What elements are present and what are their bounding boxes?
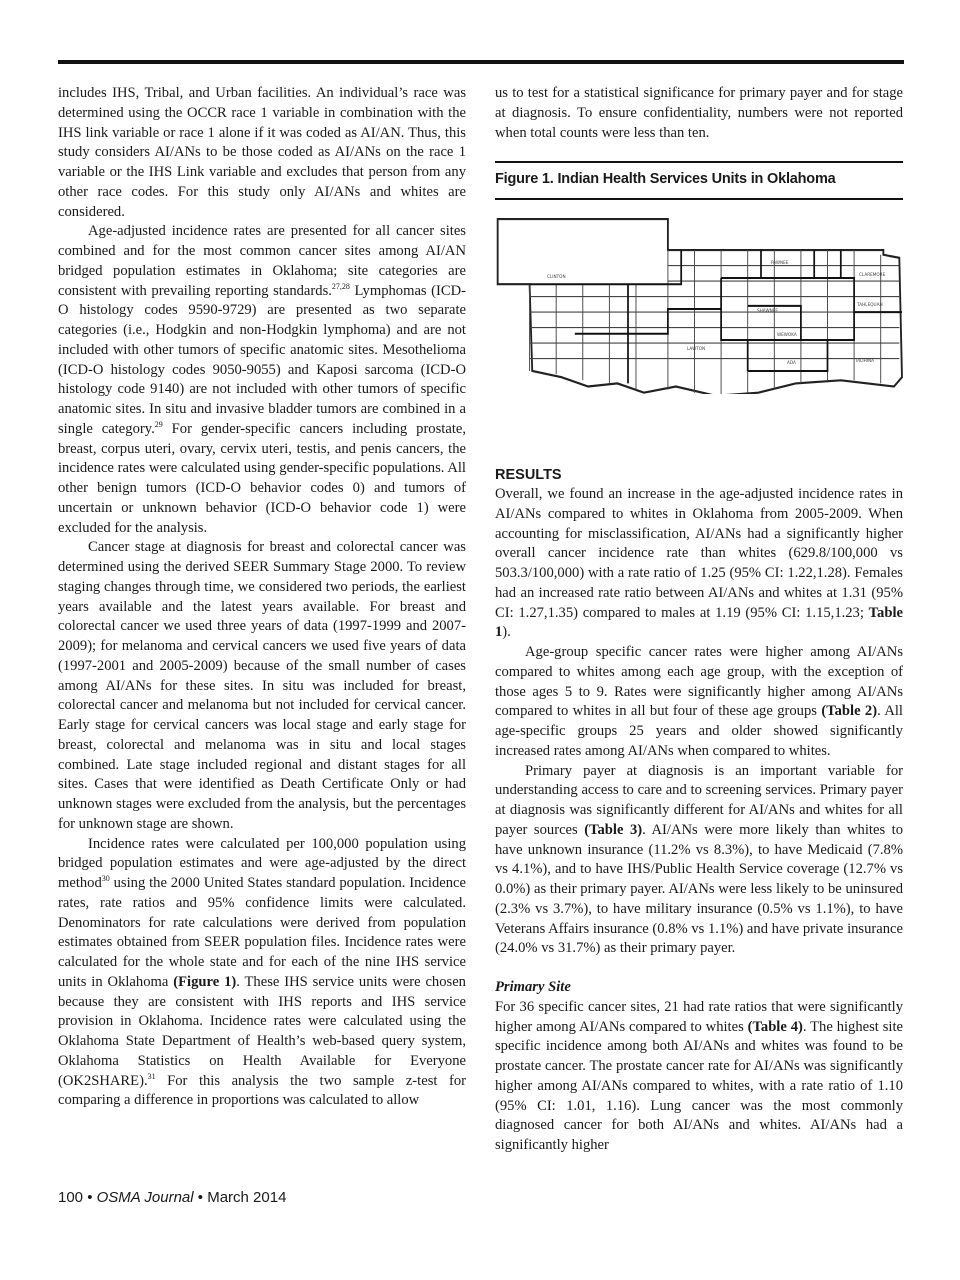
text: . The highest site specific incidence among both AI/ANs and whites was found to be prostate cancer. The prostate cancer rate for AI/ANs was significantly higher among AI/ANs compared to whites, with a rate ratio of 1.10 (95% CI: 1.01, 1.16). Lung cancer was the most commonly diagnosed cancer for both AI/ANs and whites. AI/ANs had a significantly higher: [495, 1018, 903, 1153]
text: Lymphomas (ICD-O histology codes 9590-9729) are presented as two separate categories (i.e., Hodgkin and non-Hodgkin lymphoma) and are not included with other tumors of specific anatomic sites. Mesothelioma (ICD-O histology codes 9050-9055) and Kaposi sarcoma (ICD-O histology code 9140) are not included with other tumors of specific anatomic sites. In situ and invasive bladder tumors are combined in a single category.: [58, 282, 466, 437]
table-reference: (Table 4): [747, 1018, 803, 1035]
paragraph-primary-site: [495, 998, 903, 1156]
table-reference: (Table 3): [584, 821, 643, 838]
text: . These IHS service units were chosen because they are consistent with IHS reports and IHS service provision in Oklahoma. Incidence rates were calculated using the Oklahoma State Department of Health’s web-based query system, Oklahoma Statistics on Health Available for Everyone (OK2SHARE).: [58, 973, 466, 1089]
paragraph-z-test: [495, 84, 903, 143]
page-number: 100: [58, 1189, 84, 1206]
citation: 29: [154, 419, 163, 429]
text: Age-adjusted incidence rates are presented for all cancer sites combined and for the most common cancer sites among AI/AN bridged population estimates in Oklahoma; site categories are consistent with prevailing reporting standards.: [58, 223, 466, 299]
paragraph-cancer-stage: [58, 538, 466, 834]
paragraph-primary-payer: [495, 762, 903, 960]
journal-name: OSMA Journal: [96, 1189, 194, 1206]
label-pawnee: PAWNEE: [771, 260, 789, 265]
paragraph-overall-results: [495, 485, 903, 643]
separator: •: [193, 1189, 208, 1206]
label-ada: ADA: [787, 360, 796, 365]
state-outline: [498, 219, 902, 394]
label-lawton: LAWTON: [687, 346, 706, 351]
separator: •: [83, 1189, 97, 1206]
text: For this analysis the two sample z-test for comparing a difference in proportions was calculated to allow: [58, 1072, 466, 1109]
left-column: [58, 84, 466, 1111]
primary-site-subheading: Primary Site: [495, 979, 571, 995]
text: . AI/ANs were more likely than whites to have unknown insurance (11.2% vs 8.3%), to have Medicaid (7.8% vs 4.1%), and to have IHS/Public Health Service coverage (12.7% vs 0.0%) as their primary payer. AI/ANs were less likely to be uninsured (2.3% vs 3.7%), to have military insurance (0.5% vs 1.1%), to have Veterans Affairs insurance (0.8% vs 1.1%) and have private insurance (24.0% vs 31.7%) as their primary payer.: [495, 821, 903, 957]
table-reference: Table 1: [495, 604, 903, 641]
label-wewoka: WEWOKA: [777, 332, 797, 337]
figure-top-rule: [495, 161, 903, 163]
text: Primary payer at diagnosis is an important variable for understanding access to care and to screening services. Primary payer at diagnosis was significantly different for AI/ANs and whites for all payer sources: [495, 762, 903, 838]
paragraph-age-adjusted: [58, 222, 466, 538]
figure-title: Figure 1. Indian Health Services Units in Oklahoma: [495, 171, 836, 188]
issue-date: March 2014: [207, 1189, 287, 1206]
page-footer: [58, 1189, 286, 1206]
text: ).: [502, 624, 511, 641]
results-heading: RESULTS: [495, 467, 562, 483]
map-svg: [495, 216, 903, 394]
text: includes IHS, Tribal, and Urban facilities. An individual’s race was determined using the OCCR race 1 variable in combination with the IHS link variable or race 1 alone if it was coded as AI/AN. Thus, this study considers AI/ANs to be those coded as AI/ANs on the race 1 variable or the IHS Link variable and excludes that person from any other race codes. For this study only AI/ANs and whites are considered.: [58, 85, 466, 220]
citation: 30: [101, 874, 110, 884]
label-tahlequah: TAHLEQUAH: [857, 302, 883, 307]
citation: 31: [147, 1071, 156, 1081]
text: Age-group specific cancer rates were higher among AI/ANs compared to whites among each age group, with the exception of those ages 5 to 9. Rates were significantly higher among AI/ANs compared to whites in all but four of these age groups: [495, 644, 903, 720]
citation: 27,28: [331, 281, 350, 291]
text: Incidence rates were calculated per 100,000 population using bridged population estimates and were age-adjusted by the direct method: [58, 835, 466, 891]
label-claremore: CLAREMORE: [859, 272, 886, 277]
label-clinton: CLINTON: [547, 274, 566, 279]
figure-bottom-rule: [495, 198, 903, 200]
text: For gender-specific cancers including prostate, breast, corpus uteri, ovary, cervix uteri, testis, and penis cancers, the incidence rates were calculated using gender-specific populations. All other benign tumors (ICD-O behavior codes 0) and tumors of uncertain or unknown behavior (ICD-O behavior code 1) were excluded for the analysis.: [58, 420, 466, 536]
label-talihina: TALIHINA: [855, 358, 875, 363]
text: Cancer stage at diagnosis for breast and colorectal cancer was determined using the derived SEER Summary Stage 2000. To review staging changes through time, we considered two periods, the earliest years available and the latest years available. For breast and colorectal cancer we used three years of data (1997-1999 and 2007-2009); for melanoma and cervical cancers we used five years of data (1997-2001 and 2005-2009) because of the small number of cases among AI/ANs for these sites. In situ was included for breast, colorectal cancer and melanoma but not included for cervical cancer. Early stage for cervical cancers was local stage and early stage for breast, colorectal and melanoma was in situ and local stages combined. Late stage included regional and distant stages for all sites. Cases that were identified as Death Certificate Only or had unknown stages were excluded from the analysis, but the percentages for unknown stage are shown.: [58, 539, 466, 832]
label-shawnee: SHAWNEE: [757, 308, 779, 313]
text: Overall, we found an increase in the age-adjusted incidence rates in AI/ANs compared to whites in Oklahoma from 2005-2009. When accounting for misclassification, AI/ANs had a significantly higher overall cancer incidence rate than whites (629.8/100,000 vs 503.3/100,000) with a rate ratio of 1.25 (95% CI: 1.22,1.28). Females had an increased rate ratio between AI/ANs and whites at 1.31 (95% CI: 1.27,1.35) compared to males at 1.19 (95% CI: 1.15,1.23;: [495, 486, 903, 621]
text: us to test for a statistical significance for primary payer and for stage at diagnosis. To ensure confidentiality, numbers were not reported when total counts were less than ten.: [495, 85, 903, 141]
right-column: [495, 84, 903, 1156]
paragraph-incidence-rates: [58, 835, 466, 1112]
paragraph-methods-race: [58, 84, 466, 222]
table-reference: (Table 2): [821, 703, 878, 720]
top-rule: [58, 60, 904, 64]
text: using the 2000 United States standard population. Incidence rates, rate ratios and 95% confidence limits were calculated. Denominators for rate calculations were derived from population estimates obtained from SEER population files. Incidence rates were calculated for the whole state and for each of the nine IHS service units in Oklahoma: [58, 875, 466, 990]
paragraph-age-group: [495, 643, 903, 762]
oklahoma-ihs-map: [495, 216, 903, 394]
text: . All age-specific groups 25 years and older showed significantly increased rates among AI/ANs when compared to whites.: [495, 703, 903, 759]
text: For 36 specific cancer sites, 21 had rate ratios that were significantly higher among AI/ANs compared to whites: [495, 998, 903, 1035]
figure-reference: (Figure 1): [173, 973, 237, 990]
